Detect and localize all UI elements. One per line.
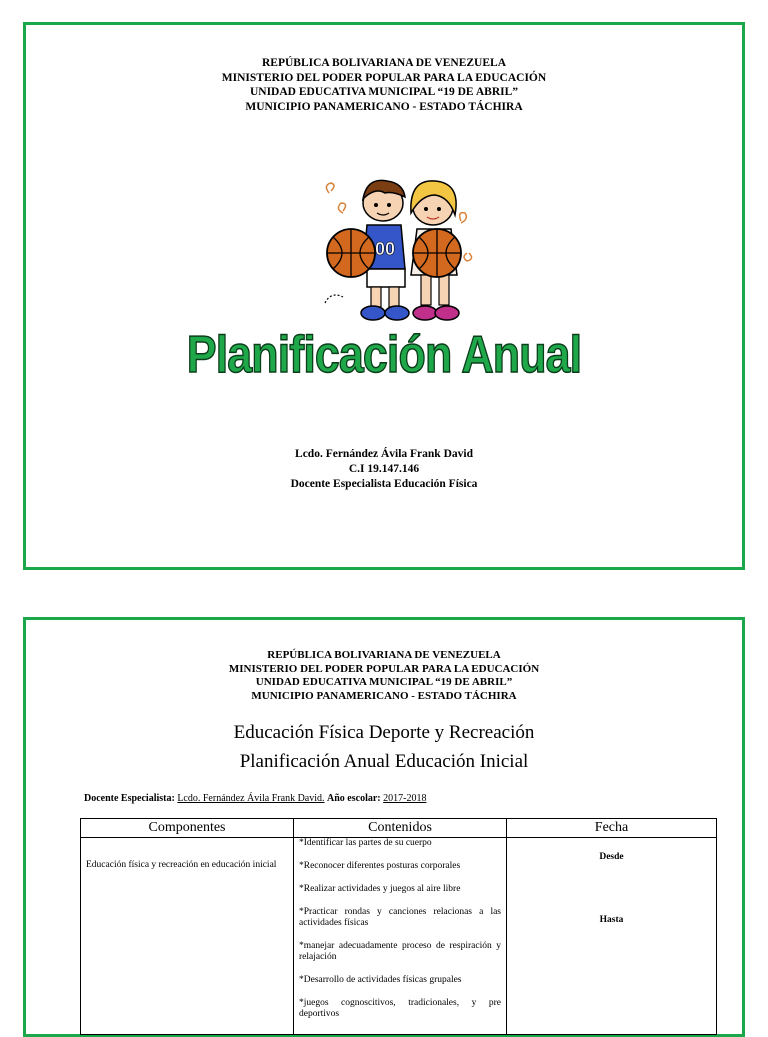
list-item: *manejar adecuadamente proceso de respiración y relajación bbox=[299, 941, 501, 962]
header-line: MUNICIPIO PANAMERICANO - ESTADO TÁCHIRA bbox=[251, 689, 517, 702]
cover-page bbox=[23, 22, 745, 570]
column-header: Componentes bbox=[81, 819, 294, 838]
kids-basketball-illustration bbox=[321, 173, 481, 333]
header-line: MINISTERIO DEL PODER POPULAR PARA LA EDUCACIÓN bbox=[221, 71, 547, 84]
list-item: *juegos cognoscitivos, tradicionales, y pre deportivos bbox=[299, 998, 501, 1019]
anio-label: Año escolar: bbox=[327, 793, 381, 804]
fecha-cell bbox=[507, 838, 717, 1035]
author-role: Docente Especialista Educación Física bbox=[290, 478, 478, 490]
planning-page bbox=[23, 617, 745, 1037]
fecha-desde: Desde bbox=[599, 852, 624, 862]
header-line: REPÚBLICA BOLIVARIANA DE VENEZUELA bbox=[267, 649, 501, 661]
teacher-info bbox=[84, 793, 426, 804]
column-header: Fecha bbox=[507, 819, 717, 838]
institution-header bbox=[26, 56, 742, 114]
jersey-number: 00 bbox=[374, 239, 396, 259]
list-item: *Reconocer diferentes posturas corporales bbox=[299, 861, 461, 871]
list-item: *Identificar las partes de su cuerpo bbox=[299, 838, 432, 848]
author-block bbox=[26, 447, 742, 492]
fecha-hasta: Hasta bbox=[599, 915, 624, 925]
docente-label: Docente Especialista: bbox=[84, 793, 175, 804]
cover-title: Planificación Anual bbox=[186, 326, 582, 384]
list-item: *Practicar rondas y canciones relacionas a las actividades físicas bbox=[299, 907, 501, 928]
header-line: REPÚBLICA BOLIVARIANA DE VENEZUELA bbox=[261, 57, 506, 69]
author-id: C.I 19.147.146 bbox=[348, 463, 420, 475]
list-item: *Desarrollo de actividades físicas grupales bbox=[299, 975, 462, 985]
header-line: UNIDAD EDUCATIVA MUNICIPAL “19 DE ABRIL” bbox=[255, 676, 513, 688]
column-header: Contenidos bbox=[294, 819, 507, 838]
componente-cell: Educación física y recreación en educación inicial bbox=[81, 838, 294, 1035]
header-line: UNIDAD EDUCATIVA MUNICIPAL “19 DE ABRIL” bbox=[249, 86, 519, 98]
page-subtitle: Planificación Anual Educación Inicial bbox=[239, 751, 529, 772]
table-header-row bbox=[81, 819, 717, 838]
institution-header bbox=[26, 649, 742, 703]
list-item: *Realizar actividades y juegos al aire libre bbox=[299, 884, 461, 894]
docente-value: Lcdo. Fernández Ávila Frank David. bbox=[177, 793, 325, 804]
header-line: MUNICIPIO PANAMERICANO - ESTADO TÁCHIRA bbox=[245, 100, 523, 113]
planning-table bbox=[80, 818, 717, 1035]
header-line: MINISTERIO DEL PODER POPULAR PARA LA EDUCACIÓN bbox=[228, 662, 540, 675]
author-name: Lcdo. Fernández Ávila Frank David bbox=[295, 448, 473, 460]
anio-value: 2017-2018 bbox=[383, 793, 427, 804]
page-title: Educación Física Deporte y Recreación bbox=[233, 722, 535, 743]
contenidos-cell bbox=[294, 838, 507, 1035]
table-row bbox=[81, 838, 717, 1035]
